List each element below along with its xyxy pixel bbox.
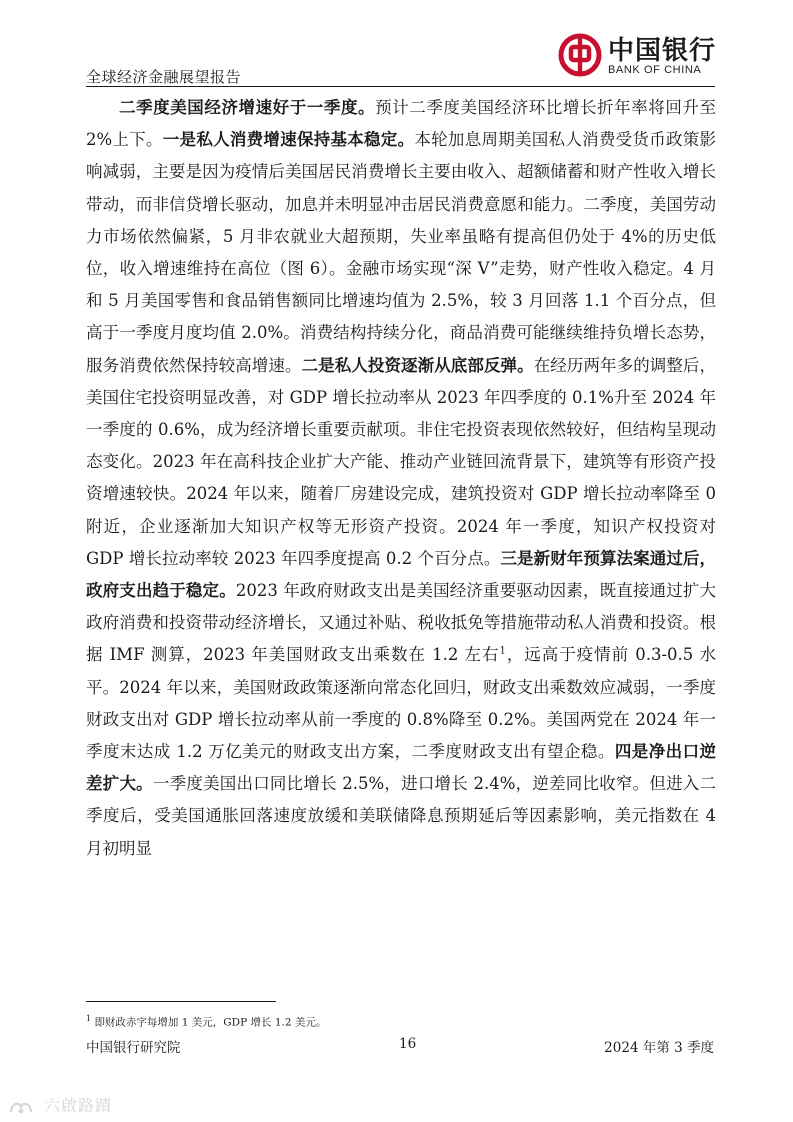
logo-english-name: BANK OF CHINA	[608, 64, 702, 76]
footnote-divider	[86, 1001, 276, 1002]
point-heading-consumption: 一是私人消费增速保持基本稳定。	[162, 130, 415, 150]
footnote-marker: 1	[86, 1014, 92, 1023]
point-heading-investment: 二是私人投资逐渐从底部反弹。	[301, 355, 534, 375]
body-text-span: 预计二季度美国经济环比增长折年率将回升至 2%上下。	[86, 98, 717, 150]
header-divider	[86, 86, 715, 87]
watermark	[8, 1093, 112, 1116]
watermark-text: 六啟路蹟	[44, 1096, 113, 1115]
point-heading-net-exports: 四是净出口逆差扩大。	[86, 742, 717, 794]
page-number: 16	[399, 1036, 417, 1052]
bank-logo	[556, 30, 716, 82]
body-text-span: 在经历两年多的调整后，美国住宅投资明显改善，对 GDP 增长拉动率从 2023 年四季度的 0.1%升至 2024 年一季度的 0.6%，成为经济增长重要贡献项。非住宅投资表现依然较好，但结构呈现动态变化。2023 年在高科技企业扩大产能、推动产业链回流背景下，建筑等有形资产投资增速较快。2024 年以来，随着厂房建设完成，建筑投资对 GDP 增长拉动率降至 0 附近，企业逐渐加大知识产权等无形资产投资。2024 年一季度，知识产权投资对 GDP 增长拉动率较 2023 年四季度提高 0.2 个百分点。	[86, 355, 717, 568]
body-paragraph	[86, 92, 716, 865]
body-text-span: 本轮加息周期美国私人消费受货币政策影响减弱，主要是因为疫情后美国居民消费增长主要由收入、超额储蓄和财产性收入增长带动，而非信贷增长驱动，加息并未明显冲击居民消费意愿和能力。二季度，美国劳动力市场依然偏紧，5 月非农就业大超预期，失业率虽略有提高但仍处于 4%的历史低位，收入增速维持在高位（图 6）。金融市场实现“深 V”走势，财产性收入稳定。4 月和 5 月美国零售和食品销售额同比增速均值为 2.5%，较 3 月回落 1.1 个百分点，但高于一季度月度均值 2.0%。消费结构持续分化，商品消费可能继续维持负增长态势，服务消费依然保持较高增速。	[86, 130, 717, 375]
footer-period: 2024 年第 3 季度	[604, 1040, 714, 1056]
logo-chinese-name: 中国银行	[608, 36, 717, 66]
footnote	[86, 1012, 716, 1030]
report-title: 全球经济金融展望报告	[86, 68, 242, 86]
footnote-reference: 1	[499, 645, 506, 657]
main-body	[86, 92, 716, 865]
body-text-span: 2023 年政府财政支出是美国经济重要驱动因素，既直接通过扩大政府消费和投资带动经济增长，又通过补贴、税收抵免等措施带动私人消费和投资。根据 IMF 测算，2023 年美国财政支出乘数在 1.2 左右	[86, 581, 716, 665]
footer-institute: 中国银行研究院	[86, 1040, 181, 1056]
watermark-logo-icon	[8, 1098, 34, 1116]
body-text-span: ，远高于疫情前 0.3-0.5 水平。2024 年以来，美国财政政策逐渐向常态化回归，财政支出乘数效应减弱，一季度财政支出对 GDP 增长拉动率从前一季度的 0.8%降至 0.2%。美国两党在 2024 年一季度末达成 1.2 万亿美元的财政支出方案，二季度财政支出有望企稳。	[86, 645, 717, 762]
lead-sentence: 二季度美国经济增速好于一季度。	[119, 98, 376, 117]
point-heading-government: 三是新财年预算法案通过后，政府支出趋于稳定。	[86, 548, 717, 601]
body-text-span: 一季度美国出口同比增长 2.5%，进口增长 2.4%，逆差同比收窄。但进入二季度后，受美国通胀回落速度放缓和美联储降息预期延后等因素影响，美元指数在 4 月初明显	[86, 774, 717, 858]
footnote-text: 即财政赤字每增加 1 美元，GDP 增长 1.2 美元。	[94, 1016, 327, 1029]
bank-emblem-icon	[558, 33, 602, 77]
